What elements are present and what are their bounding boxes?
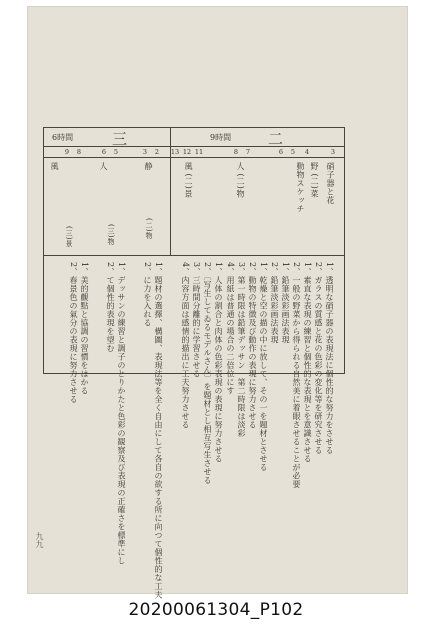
image-caption: 20200061304_P102 [128,600,304,620]
number-row-divider [44,157,344,158]
body-column: 3、第一時限は鉛筆デッサン 第二時限は淡彩 [237,262,246,438]
section-two-hours: 9時間 [210,133,232,142]
topic-glass-flowers: 硝子器と花 [326,162,335,205]
body-column: 3、三時間分離的に学習させる [192,262,201,379]
row-number: 6 [278,148,284,156]
body-column: 2、動物の特徴及び動作の表現に努力させる [248,262,257,430]
body-column: 1、乾燥と空の描の中に放して、その一を題材とさせる [259,262,268,472]
section-three-hours: 6時間 [52,133,74,142]
header-divider [44,146,344,147]
body-column: 1、透明な硝子器の表現法に個性的な努力をさせる [325,262,334,455]
section-two-label: 二 [268,130,284,148]
body-column: 2、〔写生してゐるモデルさん〕を題材とし相互写生させる [203,262,212,485]
body-column: 1、鉛筆淡彩画法表現 [281,262,290,345]
body-column: 4、用紙は普通の場合の二倍位にす [226,262,235,396]
topic-figure-2: 人 (二)物 [236,162,245,198]
row-number: 8 [233,148,239,156]
row-number: 2 [154,148,160,156]
topic-landscape: 風 [50,162,59,171]
topic-row-divider [44,255,344,256]
row-number: 4 [304,148,310,156]
body-column: 2、ガラスの質感と花の色彩の変化等を研究させる [314,262,323,455]
row-number: 12 [182,148,192,156]
row-number: 3 [330,148,336,156]
section-three-label: 三 [112,130,128,148]
body-column: 2、に力を入れる [143,262,152,328]
body-column: 2、一般の野菜から得られる自然美に着眼させることが必要 [292,262,301,489]
row-number: 8 [76,148,82,156]
body-column: 2、鉛筆淡彩画法表現 [270,262,279,345]
topic-still-life: 静 [144,162,153,171]
row-number: 9 [64,148,70,156]
row-number: 11 [194,148,204,156]
row-number: 5 [113,148,119,156]
topic-animal-sketch: 動物スケッチ [296,162,305,213]
row-number: 6 [101,148,107,156]
body-column: 1、美的觀點と協調の習慣をはかる [80,262,89,396]
topic-still-life-count: (二)物 [145,218,153,240]
body-column: 1、題材の選擇、構圖、表現法等を全く自由にして各自の欲する所に向つて個性的な工夫 [154,262,163,600]
row-number: 5 [290,148,296,156]
body-column: 2、春景色の氣分の表現に努力させる [69,262,78,404]
topic-landscape-count: (三)景 [65,226,73,248]
topic-figure: 人 [99,162,108,171]
page-number: 九九 [35,532,44,548]
body-column: 4、内容方面は感情的描出に工夫努力させる [181,262,190,430]
topic-landscape-2: 風 (二)景 [184,162,193,198]
row-number: 13 [170,148,180,156]
body-column: 1、人体の割合と肉体の色彩表現の表現に努力させる [214,262,223,464]
topic-vegetables: 野 (二)菜 [310,162,319,198]
row-number: 7 [245,148,251,156]
row-number: 3 [142,148,148,156]
body-column: 2、て個性的表現を望む [106,262,115,353]
topic-figure-count: (三)物 [107,224,115,246]
body-column: 1、デッサンの練習と調子のとりかたと色彩の観察及び表現の正確さを標準にし [117,262,126,566]
body-column: 1、素直な表現の練習と個性的な表現とを意識させる [303,262,312,464]
